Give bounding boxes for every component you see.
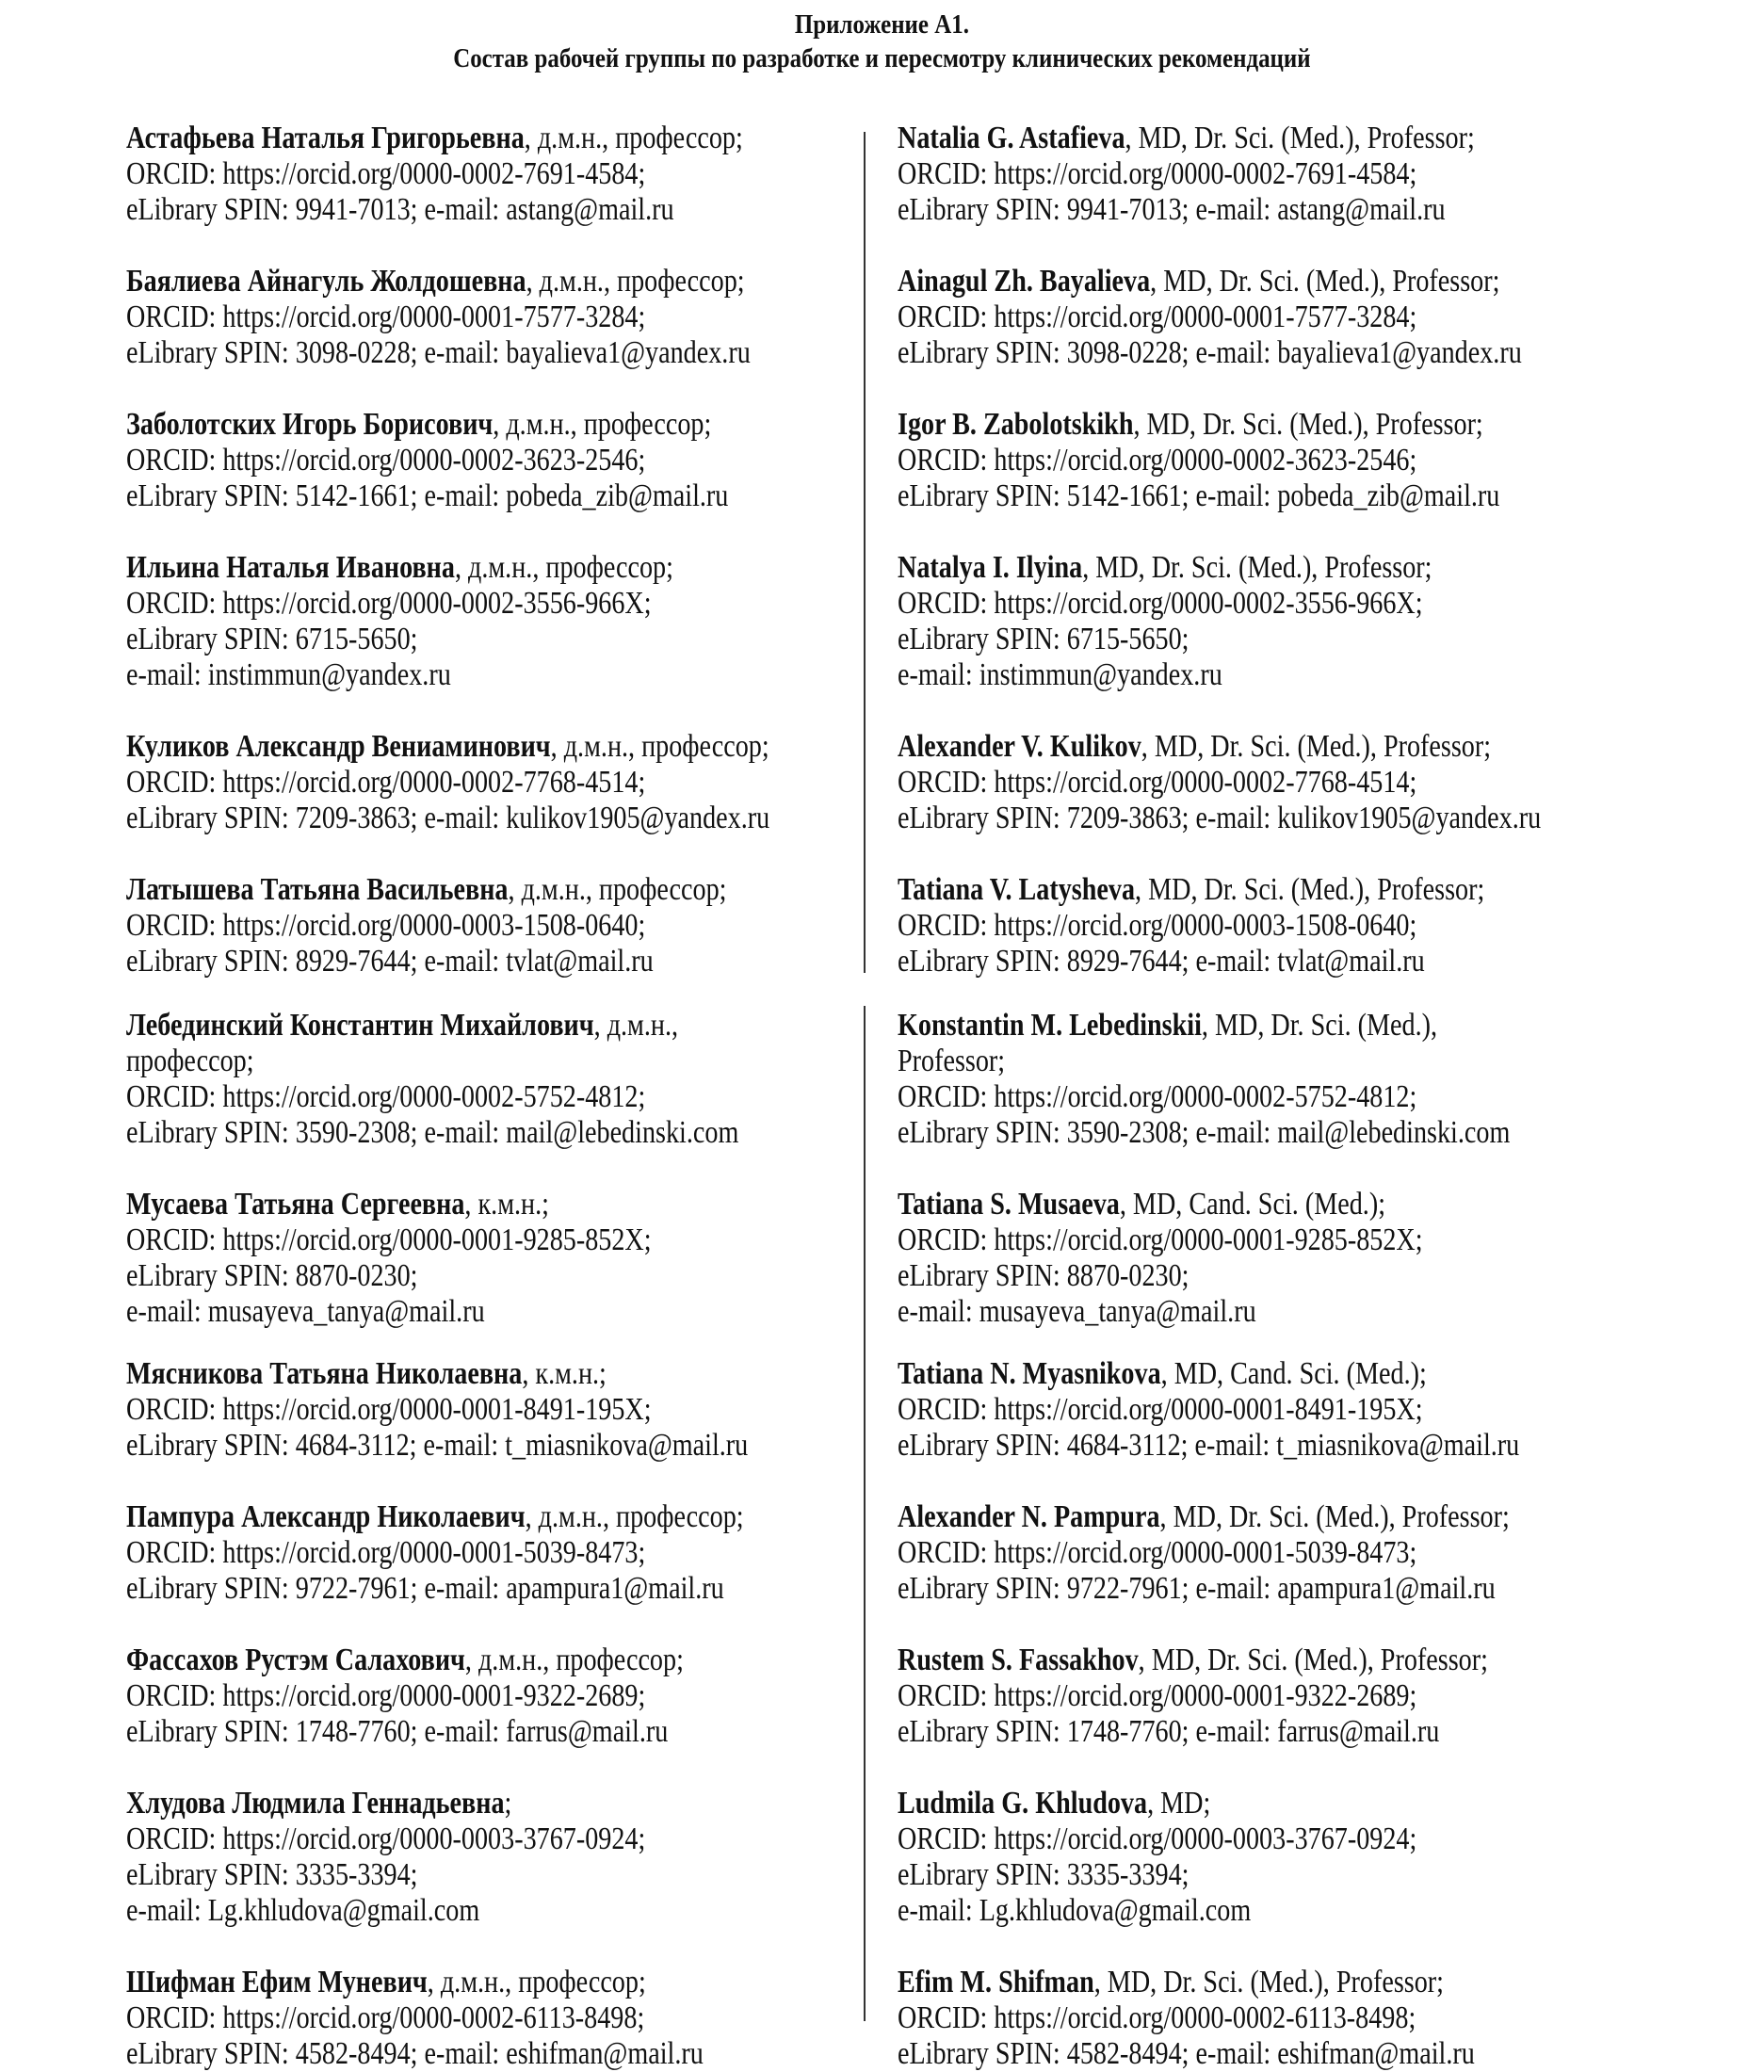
member-name: Мусаева Татьяна Сергеевна	[126, 1187, 465, 1222]
member-spin-email: eLibrary SPIN: 3098-0228; e-mail: bayalieva1@yandex.ru	[898, 335, 1522, 370]
member-title-line	[898, 1187, 1610, 1222]
member-spin-email: e-mail: Lg.khludova@gmail.com	[898, 1893, 1252, 1928]
member-name: Астафьева Наталья Григорьевна	[126, 121, 525, 155]
member-spin-email: eLibrary SPIN: 3335-3394;	[126, 1857, 418, 1892]
member-name: Лебединский Константин Михайлович	[126, 1008, 594, 1043]
member-entry	[898, 1008, 1610, 1151]
appendix-title: Приложение А1.	[794, 9, 969, 40]
member-degree: , MD, Dr. Sci. (Med.), Professor;	[1138, 1643, 1488, 1677]
member-spin-email: eLibrary SPIN: 1748-7760; e-mail: farrus@mail.ru	[126, 1714, 669, 1749]
member-name: Tatiana V. Latysheva	[898, 872, 1136, 907]
member-entry	[126, 1356, 838, 1464]
member-spin-email: eLibrary SPIN: 9941-7013; e-mail: astang@mail.ru	[126, 192, 674, 227]
member-entry	[898, 1965, 1610, 2072]
member-degree: , MD, Cand. Sci. (Med.);	[1119, 1187, 1386, 1222]
member-orcid: ORCID: https://orcid.org/0000-0001-9285-852X;	[898, 1222, 1423, 1257]
member-spin-email: eLibrary SPIN: 6715-5650;	[898, 622, 1189, 656]
member-name: Ainagul Zh. Bayalieva	[898, 264, 1151, 299]
member-degree: , MD, Dr. Sci. (Med.), Professor;	[1135, 872, 1485, 907]
member-name: Латышева Татьяна Васильевна	[126, 872, 509, 907]
member-title-line	[126, 407, 838, 443]
member-spin-email: e-mail: musayeva_tanya@mail.ru	[898, 1294, 1256, 1329]
member-degree: ;	[504, 1786, 512, 1821]
member-entry	[126, 550, 838, 693]
member-degree: , MD;	[1147, 1786, 1211, 1821]
member-title-line	[126, 1187, 838, 1222]
member-spin-email: eLibrary SPIN: 4582-8494; e-mail: eshifman@mail.ru	[898, 2036, 1475, 2071]
member-title-line	[898, 550, 1610, 586]
member-name: Rustem S. Fassakhov	[898, 1643, 1139, 1677]
member-title-line	[126, 729, 838, 765]
member-title-line	[898, 121, 1610, 156]
member-degree: , д.м.н., профессор;	[454, 550, 673, 585]
member-spin-email: eLibrary SPIN: 5142-1661; e-mail: pobeda_zib@mail.ru	[126, 478, 729, 513]
member-title-line	[898, 1643, 1610, 1678]
member-entry	[126, 1008, 838, 1151]
member-degree: , д.м.н., профессор;	[524, 121, 743, 155]
member-entry	[898, 407, 1610, 514]
member-title-line	[126, 1008, 838, 1044]
member-spin-email: eLibrary SPIN: 7209-3863; e-mail: kulikov1905@yandex.ru	[898, 801, 1542, 835]
member-orcid: ORCID: https://orcid.org/0000-0003-3767-0924;	[898, 1821, 1417, 1856]
member-orcid: ORCID: https://orcid.org/0000-0001-8491-195X;	[126, 1392, 652, 1427]
member-name: Хлудова Людмила Геннадьевна	[126, 1786, 505, 1821]
member-name: Tatiana S. Musaeva	[898, 1187, 1120, 1222]
member-spin-email: eLibrary SPIN: 8870-0230;	[898, 1258, 1189, 1293]
member-orcid: ORCID: https://orcid.org/0000-0002-7768-4514;	[126, 765, 646, 800]
member-degree: , д.м.н., профессор;	[427, 1965, 646, 1999]
member-degree: , к.м.н.;	[464, 1187, 549, 1222]
member-name: Заболотских Игорь Борисович	[126, 407, 494, 442]
member-entry	[126, 121, 838, 228]
member-name: Пампура Александр Николаевич	[126, 1499, 526, 1534]
member-orcid: ORCID: https://orcid.org/0000-0002-7691-4584;	[126, 156, 646, 191]
member-name: Alexander V. Kulikov	[898, 729, 1141, 764]
member-spin-email: eLibrary SPIN: 6715-5650;	[126, 622, 418, 656]
member-degree: , д.м.н.,	[593, 1008, 679, 1043]
member-degree: , д.м.н., профессор;	[550, 729, 769, 764]
member-spin-email: eLibrary SPIN: 4684-3112; e-mail: t_miasnikova@mail.ru	[898, 1428, 1520, 1463]
member-entry	[126, 1643, 838, 1750]
member-spin-email: eLibrary SPIN: 7209-3863; e-mail: kulikov1905@yandex.ru	[126, 801, 770, 835]
member-name: Konstantin M. Lebedinskii	[898, 1008, 1202, 1043]
member-entry	[898, 1356, 1610, 1464]
member-orcid: ORCID: https://orcid.org/0000-0001-5039-8473;	[898, 1535, 1417, 1570]
member-title-line	[898, 1356, 1610, 1392]
member-orcid: ORCID: https://orcid.org/0000-0002-3623-2546;	[898, 443, 1417, 478]
member-name: Куликов Александр Вениаминович	[126, 729, 551, 764]
member-entry	[898, 872, 1610, 979]
member-orcid: ORCID: https://orcid.org/0000-0001-9285-852X;	[126, 1222, 652, 1257]
member-entry	[126, 1499, 838, 1607]
member-spin-email: eLibrary SPIN: 3335-3394;	[898, 1857, 1189, 1892]
member-name: Баялиева Айнагуль Жолдошевна	[126, 264, 526, 299]
member-degree: , MD, Dr. Sci. (Med.), Professor;	[1082, 550, 1432, 585]
member-orcid: ORCID: https://orcid.org/0000-0001-5039-8473;	[126, 1535, 646, 1570]
member-title-line	[898, 1786, 1610, 1821]
member-entry	[898, 1643, 1610, 1750]
member-name: Фассахов Рустэм Салахович	[126, 1643, 465, 1677]
member-title-line	[898, 872, 1610, 908]
member-degree: , MD, Dr. Sci. (Med.), Professor;	[1125, 121, 1475, 155]
member-orcid: ORCID: https://orcid.org/0000-0001-7577-3284;	[126, 299, 646, 334]
member-name: Efim M. Shifman	[898, 1965, 1094, 1999]
member-degree: , д.м.н., профессор;	[525, 1499, 744, 1534]
document-header	[123, 8, 1641, 75]
member-spin-email: e-mail: musayeva_tanya@mail.ru	[126, 1294, 485, 1329]
member-title-line	[898, 1965, 1610, 2000]
member-orcid: ORCID: https://orcid.org/0000-0001-8491-195X;	[898, 1392, 1423, 1427]
member-orcid: ORCID: https://orcid.org/0000-0002-7691-4584;	[898, 156, 1417, 191]
member-title-line	[126, 872, 838, 908]
member-name: Шифман Ефим Муневич	[126, 1965, 428, 1999]
member-orcid: ORCID: https://orcid.org/0000-0002-5752-4812;	[898, 1079, 1417, 1114]
appendix-subtitle: Состав рабочей группы по разработке и пересмотру клинических рекомендаций	[453, 43, 1311, 73]
member-spin-email: e-mail: instimmun@yandex.ru	[898, 657, 1222, 692]
member-degree: , MD, Dr. Sci. (Med.), Professor;	[1141, 729, 1492, 764]
column-divider-bottom	[864, 1006, 866, 2021]
member-name: Мясникова Татьяна Николаевна	[126, 1356, 523, 1391]
member-spin-email: e-mail: Lg.khludova@gmail.com	[126, 1893, 480, 1928]
member-spin-email: eLibrary SPIN: 4684-3112; e-mail: t_miasnikova@mail.ru	[126, 1428, 749, 1463]
member-orcid: ORCID: https://orcid.org/0000-0002-3556-966X;	[898, 586, 1423, 621]
member-title-line	[126, 1786, 838, 1821]
member-degree: , MD, Cand. Sci. (Med.);	[1160, 1356, 1427, 1391]
member-entry	[126, 264, 838, 371]
member-entry	[126, 407, 838, 514]
member-orcid: ORCID: https://orcid.org/0000-0001-9322-2689;	[126, 1678, 646, 1713]
member-entry	[126, 872, 838, 979]
member-spin-email: eLibrary SPIN: 8929-7644; e-mail: tvlat@mail.ru	[126, 944, 654, 979]
member-title-line	[898, 407, 1610, 443]
member-title-line	[126, 1965, 838, 2000]
member-name: Ludmila G. Khludova	[898, 1786, 1148, 1821]
member-spin-email: eLibrary SPIN: 8870-0230;	[126, 1258, 418, 1293]
member-orcid: ORCID: https://orcid.org/0000-0003-1508-0640;	[126, 908, 646, 943]
member-degree: , д.м.н., профессор;	[464, 1643, 684, 1677]
member-orcid: ORCID: https://orcid.org/0000-0002-6113-8498;	[126, 2000, 645, 2035]
member-spin-email: eLibrary SPIN: 4582-8494; e-mail: eshifman@mail.ru	[126, 2036, 704, 2071]
member-spin-email: eLibrary SPIN: 1748-7760; e-mail: farrus@mail.ru	[898, 1714, 1440, 1749]
member-entry	[126, 729, 838, 836]
member-name: Tatiana N. Myasnikova	[898, 1356, 1161, 1391]
member-orcid: ORCID: https://orcid.org/0000-0002-3623-2546;	[126, 443, 646, 478]
member-degree: , MD, Dr. Sci. (Med.), Professor;	[1133, 407, 1483, 442]
member-degree-continued: профессор;	[126, 1044, 254, 1078]
member-spin-email: eLibrary SPIN: 9941-7013; e-mail: astang@mail.ru	[898, 192, 1446, 227]
member-orcid: ORCID: https://orcid.org/0000-0003-1508-0640;	[898, 908, 1417, 943]
member-orcid: ORCID: https://orcid.org/0000-0002-5752-4812;	[126, 1079, 646, 1114]
member-orcid: ORCID: https://orcid.org/0000-0002-6113-8498;	[898, 2000, 1416, 2035]
member-degree: , MD, Dr. Sci. (Med.), Professor;	[1159, 1499, 1510, 1534]
member-degree: , к.м.н.;	[522, 1356, 607, 1391]
member-title-line	[126, 1356, 838, 1392]
member-entry	[126, 1965, 838, 2072]
member-orcid: ORCID: https://orcid.org/0000-0001-7577-3284;	[898, 299, 1417, 334]
member-entry	[898, 729, 1610, 836]
member-spin-email: eLibrary SPIN: 3590-2308; e-mail: mail@lebedinski.com	[898, 1115, 1511, 1150]
member-entry	[898, 264, 1610, 371]
member-entry	[126, 1786, 838, 1929]
member-spin-email: eLibrary SPIN: 3590-2308; e-mail: mail@lebedinski.com	[126, 1115, 739, 1150]
member-degree: , MD, Dr. Sci. (Med.),	[1201, 1008, 1438, 1043]
member-title-line	[898, 729, 1610, 765]
member-orcid: ORCID: https://orcid.org/0000-0003-3767-0924;	[126, 1821, 646, 1856]
member-title-line	[898, 1499, 1610, 1535]
member-spin-email: eLibrary SPIN: 8929-7644; e-mail: tvlat@mail.ru	[898, 944, 1425, 979]
member-entry	[898, 550, 1610, 693]
member-title-line	[898, 264, 1610, 299]
member-title-line	[126, 264, 838, 299]
member-entry	[898, 1786, 1610, 1929]
member-spin-email: eLibrary SPIN: 9722-7961; e-mail: apampura1@mail.ru	[126, 1571, 724, 1606]
member-title-line	[898, 1008, 1610, 1044]
member-entry	[126, 1187, 838, 1330]
member-entry	[898, 121, 1610, 228]
member-name: Ильина Наталья Ивановна	[126, 550, 455, 585]
member-orcid: ORCID: https://orcid.org/0000-0001-9322-2689;	[898, 1678, 1417, 1713]
member-entry	[898, 1499, 1610, 1607]
member-title-line	[126, 550, 838, 586]
member-name: Natalia G. Astafieva	[898, 121, 1125, 155]
member-spin-email: eLibrary SPIN: 3098-0228; e-mail: bayalieva1@yandex.ru	[126, 335, 751, 370]
member-degree-continued: Professor;	[898, 1044, 1006, 1078]
member-degree: , MD, Dr. Sci. (Med.), Professor;	[1150, 264, 1500, 299]
member-spin-email: e-mail: instimmun@yandex.ru	[126, 657, 451, 692]
member-name: Natalya I. Ilyina	[898, 550, 1083, 585]
member-name: Alexander N. Pampura	[898, 1499, 1160, 1534]
member-orcid: ORCID: https://orcid.org/0000-0002-3556-966X;	[126, 586, 652, 621]
member-spin-email: eLibrary SPIN: 5142-1661; e-mail: pobeda_zib@mail.ru	[898, 478, 1500, 513]
member-title-line	[126, 121, 838, 156]
member-name: Igor B. Zabolotskikh	[898, 407, 1134, 442]
member-title-line	[126, 1643, 838, 1678]
member-title-line	[126, 1499, 838, 1535]
member-orcid: ORCID: https://orcid.org/0000-0002-7768-4514;	[898, 765, 1417, 800]
column-divider-top	[864, 132, 866, 973]
member-degree: , д.м.н., профессор;	[493, 407, 712, 442]
member-degree: , MD, Dr. Sci. (Med.), Professor;	[1093, 1965, 1444, 1999]
member-degree: , д.м.н., профессор;	[526, 264, 745, 299]
member-spin-email: eLibrary SPIN: 9722-7961; e-mail: apampura1@mail.ru	[898, 1571, 1496, 1606]
member-degree: , д.м.н., профессор;	[508, 872, 727, 907]
member-entry	[898, 1187, 1610, 1330]
